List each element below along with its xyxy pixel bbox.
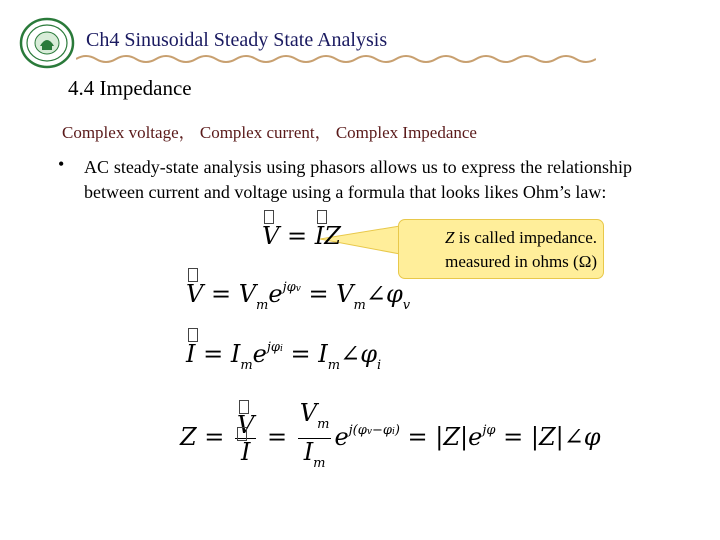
callout-line-1 bbox=[403, 226, 597, 250]
page-header-title: Ch4 Sinusoidal Steady State Analysis bbox=[86, 29, 388, 51]
section-title: 4.4 Impedance bbox=[68, 76, 192, 100]
equation-ohms-law: V = IZ bbox=[262, 222, 341, 250]
impedance-callout bbox=[398, 219, 604, 279]
university-seal-icon bbox=[18, 16, 76, 70]
equation-impedance: Z = $\frac{V}{I}$ = $\frac{V_m}{I_m}$ $e^{j(\varphi v-\varphi i)} = |Z|e^{j\varphi}$ = |Z|∠φ bbox=[180, 399, 601, 471]
equation-voltage-phasor: $V = V_me^{j\varphi v}$ = $V_m\angle\varphi_v$ bbox=[186, 280, 411, 313]
wavy-divider-icon bbox=[76, 51, 596, 67]
equation-current-phasor: $I = I_me^{j\varphi i}$ = $I_m\angle\varphi_i$ bbox=[186, 340, 382, 373]
callout-line-2: measured in ohms (Ω) bbox=[445, 252, 597, 271]
bullet-marker: • bbox=[58, 154, 65, 174]
bullet-text: AC steady-state analysis using phasors allows us to express the relationship between current and voltage using a formula that looks likes Ohm’s law: bbox=[84, 157, 632, 202]
callout-symbol: Z bbox=[444, 228, 455, 247]
callout-text-1: is called impedance. bbox=[454, 228, 597, 247]
subtitle: Complex voltage， Complex current， Complex Impedance bbox=[62, 123, 477, 142]
